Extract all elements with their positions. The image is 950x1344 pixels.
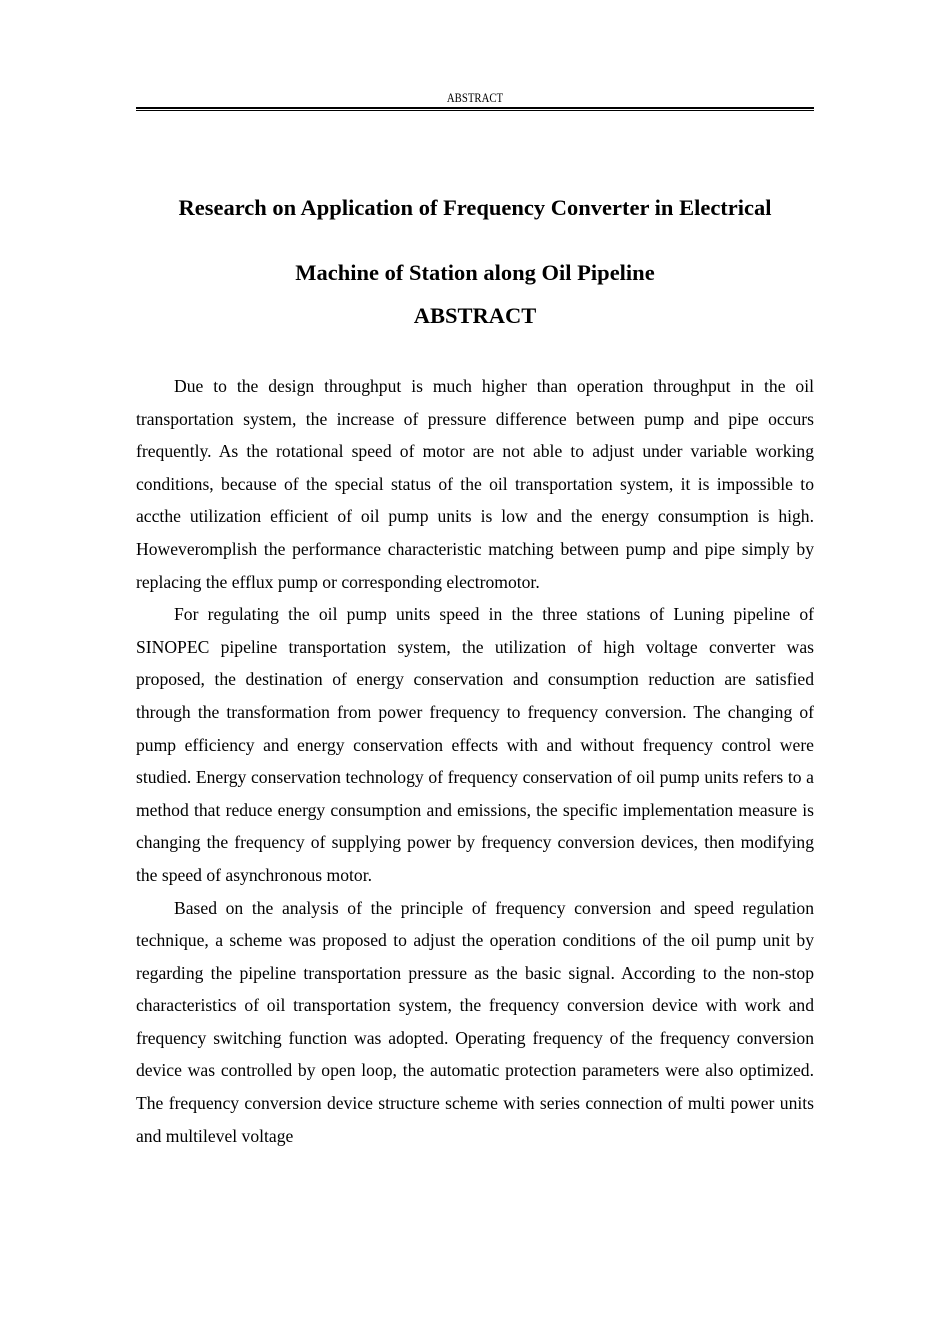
header-rule [136, 107, 814, 109]
paragraph: Due to the design throughput is much higher than operation throughput in the oil transportation system, the increase of pressure difference between pump and pipe occurs frequently. As the rotational speed of motor are not able to adjust under variable working conditions, because of the special status of the oil transportation system, it is impossible to accthe utilization efficient of oil pump units is low and the energy consumption is high. Howeveromplish the performance characteristic matching between pump and pipe simply by replacing the efflux pump or corresponding electromotor. [136, 376, 814, 592]
paragraph: For regulating the oil pump units speed in the three stations of Luning pipeline of SINOPEC pipeline transportation system, the utilization of high voltage converter was proposed, the destination of energy conservation and consumption reduction are satisfied through the transformation from power frequency to frequency conversion. The changing of pump efficiency and energy conservation effects with and without frequency control were studied. Energy conservation technology of frequency conservation of oil pump units refers to a method that reduce energy consumption and emissions, the specific implementation measure is changing the frequency of supplying power by frequency conversion devices, then modifying the speed of asynchronous motor. [136, 604, 814, 885]
header-rule-secondary [136, 110, 814, 111]
abstract-body [136, 370, 814, 1152]
section-heading: ABSTRACT [413, 303, 537, 328]
document-title: Research on Application of Frequency Converter in Electrical Machine of Station along Oil Pipeline [178, 195, 772, 285]
running-header: ABSTRACT [446, 91, 504, 105]
paragraph: Based on the analysis of the principle of frequency conversion and speed regulation technique, a scheme was proposed to adjust the operation conditions of the oil pump unit by regarding the pipeline transportation pressure as the basic signal. According to the non-stop characteristics of oil transportation system, the frequency conversion device with work and frequency switching function was adopted. Operating frequency of the frequency conversion device was controlled by open loop, the automatic protection parameters were also optimized. The frequency conversion device structure scheme with series connection of multi power units and multilevel voltage [136, 897, 814, 1146]
